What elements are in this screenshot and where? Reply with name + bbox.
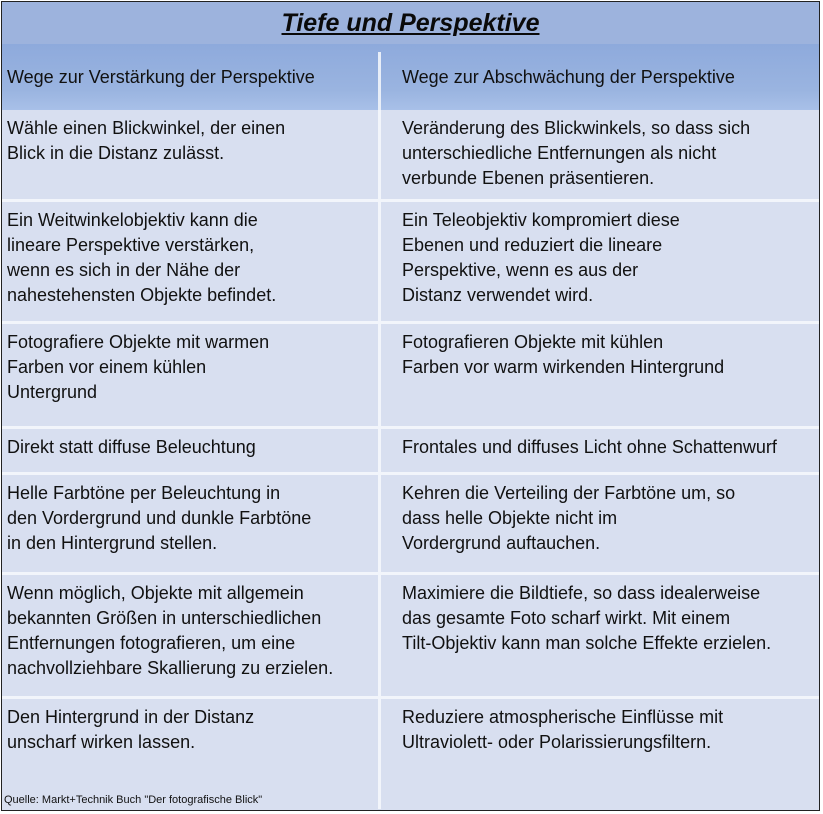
table-row: [2, 699, 819, 809]
source-note: Quelle: Markt+Technik Buch "Der fotografische Blick": [4, 794, 263, 806]
cell-weaken: Ein Teleobjektiv kompromiert diese Ebenen und reduziert die lineare Perspektive, wenn es aus der Distanz verwendet wird.: [402, 210, 680, 305]
table-header: [2, 44, 819, 110]
column-divider: [378, 324, 381, 429]
table-row: [2, 475, 819, 575]
cell-strengthen: Ein Weitwinkelobjektiv kann die lineare Perspektive verstärken, wenn es sich in der Nähe der nahestehensten Objekte befindet.: [7, 210, 277, 305]
cell-weaken: Reduziere atmospherische Einflüsse mit Ultraviolett- oder Polarissierungsfiltern.: [402, 707, 724, 752]
cell-weaken: Maximiere die Bildtiefe, so dass idealerweise das gesamte Foto scharf wirkt. Mit einem Tilt-Objektiv kann man solche Effekte erzielen.: [402, 583, 772, 653]
cell-strengthen: Wenn möglich, Objekte mit allgemein bekannten Größen in unterschiedlichen Entfernungen fotografieren, um eine nachvollziehbare Skallierung zu erzielen.: [7, 583, 334, 678]
page-title: Tiefe und Perspektive: [281, 8, 540, 37]
column-divider: [378, 575, 381, 699]
column-divider: [378, 110, 381, 202]
table-row: [2, 110, 819, 202]
header-left: Wege zur Verstärkung der Perspektive: [7, 66, 315, 87]
cell-strengthen: Den Hintergrund in der Distanz unscharf wirken lassen.: [7, 707, 255, 752]
header-divider: [378, 52, 381, 110]
column-divider: [378, 202, 381, 324]
column-divider: [378, 699, 381, 809]
header-right: Wege zur Abschwächung der Perspektive: [402, 66, 735, 87]
title-bar: [2, 2, 819, 44]
cell-weaken: Fotografieren Objekte mit kühlen Farben vor warm wirkenden Hintergrund: [402, 332, 725, 377]
cell-strengthen: Fotografiere Objekte mit warmen Farben vor einem kühlen Untergrund: [7, 332, 270, 402]
column-divider: [378, 429, 381, 475]
column-divider: [378, 475, 381, 575]
cell-weaken: Kehren die Verteiling der Farbtöne um, so dass helle Objekte nicht im Vordergrund auftauchen.: [402, 483, 736, 553]
cell-strengthen: Wähle einen Blickwinkel, der einen Blick in die Distanz zulässt.: [7, 118, 286, 163]
cell-weaken: Veränderung des Blickwinkels, so dass sich unterschiedliche Entfernungen als nicht verbunde Ebenen präsentieren.: [402, 118, 751, 188]
table-frame: [1, 1, 820, 811]
table-row: [2, 429, 819, 475]
table-row: [2, 324, 819, 429]
cell-strengthen: Helle Farbtöne per Beleuchtung in den Vordergrund und dunkle Farbtöne in den Hintergrund stellen.: [7, 483, 312, 553]
table-row: [2, 202, 819, 324]
cell-weaken: Frontales und diffuses Licht ohne Schattenwurf: [402, 437, 777, 457]
cell-strengthen: Direkt statt diffuse Beleuchtung: [7, 437, 256, 457]
table-row: [2, 575, 819, 699]
